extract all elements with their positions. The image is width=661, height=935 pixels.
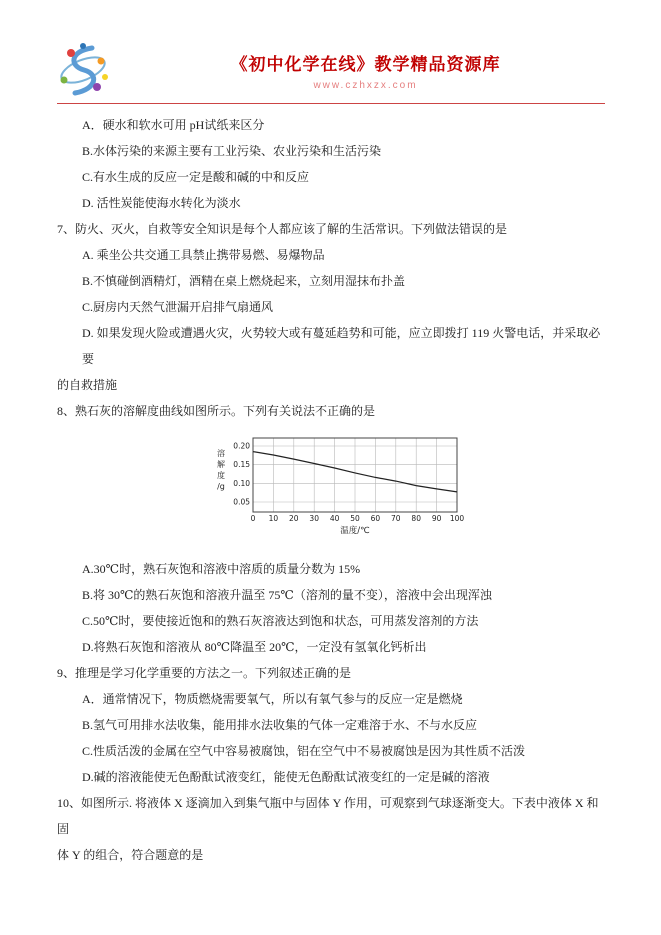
solubility-chart [207, 428, 605, 552]
svg-text:60: 60 [370, 514, 381, 523]
svg-text:0.20: 0.20 [233, 441, 250, 451]
option-text: C.有水生成的反应一定是酸和碱的中和反应 [82, 170, 310, 184]
option-text: C.厨房内天然气泄漏开启排气扇通风 [82, 300, 274, 314]
question-text: 7、防火、灭火，自救等安全知识是每个人都应该了解的生活常识。下列做法错误的是 [57, 222, 508, 236]
svg-text:80: 80 [411, 514, 421, 523]
option-text: B.不慎碰倒酒精灯，酒精在桌上燃烧起来，立刻用湿抹布扑盖 [82, 274, 406, 288]
svg-text:度: 度 [217, 471, 225, 480]
svg-text:70: 70 [391, 514, 401, 523]
question-text-continued: 的自救措施 [57, 378, 118, 392]
option-text: A. 乘坐公共交通工具禁止携带易燃、易爆物品 [82, 248, 325, 262]
svg-text:10: 10 [268, 514, 279, 523]
svg-text:40: 40 [329, 514, 340, 523]
question-text: 9、推理是学习化学重要的方法之一。下列叙述正确的是 [57, 666, 352, 680]
option-text: A．硬水和软水可用 pH试纸来区分 [82, 118, 265, 132]
option-text: C.50℃时，要使接近饱和的熟石灰溶液达到饱和状态，可用蒸发溶剂的方法 [82, 614, 479, 628]
site-url: www.czhxzx.com [313, 80, 418, 91]
document-body [0, 104, 661, 868]
question-text: 8、熟石灰的溶解度曲线如图所示。下列有关说法不正确的是 [57, 404, 376, 418]
solubility-chart-svg [207, 428, 507, 552]
site-logo-icon [56, 40, 110, 98]
option-text: B.氢气可用排水法收集，能用排水法收集的气体一定难溶于水、不与水反应 [82, 718, 478, 732]
option-text: B.水体污染的来源主要有工业污染、农业污染和生活污染 [82, 144, 382, 158]
svg-text:20: 20 [289, 514, 299, 523]
option-text: D.将熟石灰饱和溶液从 80℃降温至 20℃，一定没有氢氧化钙析出 [82, 640, 427, 654]
site-title: 《初中化学在线》教学精品资源库 [230, 55, 501, 74]
svg-text:0: 0 [250, 514, 256, 523]
option-text: B.将 30℃的熟石灰饱和溶液升温至 75℃（溶剂的量不变），溶液中会出现浑浊 [82, 588, 492, 602]
svg-text:100: 100 [449, 514, 465, 523]
header [0, 0, 661, 104]
svg-text:/g: /g [217, 482, 225, 491]
svg-text:解: 解 [217, 460, 225, 469]
svg-text:50: 50 [350, 514, 360, 523]
svg-text:90: 90 [431, 514, 442, 523]
option-text: C.性质活泼的金属在空气中容易被腐蚀，铝在空气中不易被腐蚀是因为其性质不活泼 [82, 744, 526, 758]
svg-text:温度/℃: 温度/℃ [340, 526, 370, 536]
option-text: D. 活性炭能使海水转化为淡水 [82, 196, 241, 210]
question-text-continued: 体 Y 的组合，符合题意的是 [57, 848, 204, 862]
svg-text:0.15: 0.15 [233, 460, 250, 470]
svg-text:0.05: 0.05 [233, 497, 250, 507]
svg-text:0.10: 0.10 [233, 478, 250, 488]
option-text: A.30℃时，熟石灰饱和溶液中溶质的质量分数为 15% [82, 562, 361, 576]
option-text: D. 如果发现火险或遭遇火灾，火势较大或有蔓延趋势和可能，应立即拨打 119 火警电话，并采取必要 [82, 326, 601, 366]
svg-text:溶: 溶 [217, 449, 225, 458]
header-divider [57, 103, 605, 104]
question-text: 10、如图所示. 将液体 X 逐滴加入到集气瓶中与固体 Y 作用，可观察到气球逐渐变大。下表中液体 X 和固 [57, 796, 599, 836]
svg-text:30: 30 [309, 514, 319, 523]
option-text: A．通常情况下，物质燃烧需要氧气，所以有氧气参与的反应一定是燃烧 [82, 692, 463, 706]
option-text: D.碱的溶液能使无色酚酞试液变红，能使无色酚酞试液变红的一定是碱的溶液 [82, 770, 490, 784]
